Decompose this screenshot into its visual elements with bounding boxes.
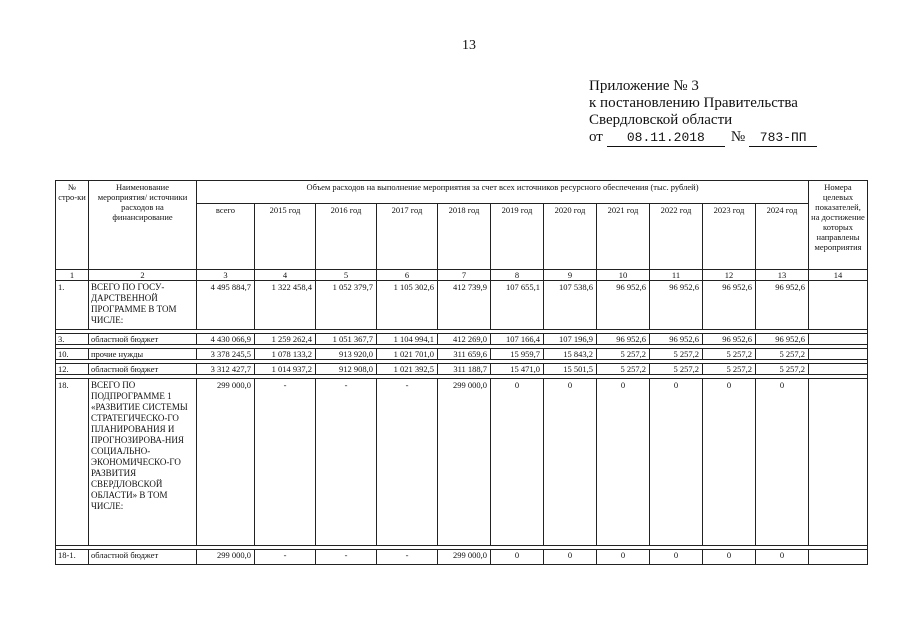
row-year-value: 15 843,2 xyxy=(544,349,597,360)
row-year-value: 0 xyxy=(650,550,703,565)
number-label: № xyxy=(730,129,746,145)
row-year-value: 96 952,6 xyxy=(756,281,809,330)
row-number: 3. xyxy=(56,334,89,345)
row-year-value: 1 014 937,2 xyxy=(255,364,316,375)
row-year-value: - xyxy=(255,379,316,546)
appendix-header xyxy=(589,78,817,147)
row-year-value: 107 655,1 xyxy=(491,281,544,330)
header-row-no: № стро-ки xyxy=(56,181,89,270)
header-row-top xyxy=(56,181,868,204)
column-numbers-row xyxy=(56,270,868,281)
row-name: областной бюджет xyxy=(89,364,197,375)
column-number: 7 xyxy=(438,270,491,281)
row-year-value: - xyxy=(255,550,316,565)
header-year: 2019 год xyxy=(491,204,544,270)
header-year: 2016 год xyxy=(316,204,377,270)
row-year-value: 311 659,6 xyxy=(438,349,491,360)
row-year-value: 1 051 367,7 xyxy=(316,334,377,345)
row-year-value: 96 952,6 xyxy=(756,334,809,345)
row-total: 3 312 427,7 xyxy=(197,364,255,375)
row-year-value: 299 000,0 xyxy=(438,379,491,546)
row-total: 299 000,0 xyxy=(197,379,255,546)
row-year-value: 5 257,2 xyxy=(650,349,703,360)
row-year-value: 5 257,2 xyxy=(703,349,756,360)
row-indicators xyxy=(809,550,868,565)
row-year-value: 0 xyxy=(650,379,703,546)
header-indicators: Номера целевых показателей, на достижение которых направлены мероприятия xyxy=(809,181,868,270)
column-number: 14 xyxy=(809,270,868,281)
row-year-value: 5 257,2 xyxy=(597,349,650,360)
row-name: прочие нужды xyxy=(89,349,197,360)
row-total: 4 495 884,7 xyxy=(197,281,255,330)
row-year-value: 0 xyxy=(703,550,756,565)
row-number: 10. xyxy=(56,349,89,360)
row-name: ВСЕГО ПО ГОСУ-ДАРСТВЕННОЙ ПРОГРАММЕ В ТОМ ЧИСЛЕ: xyxy=(89,281,197,330)
column-number: 13 xyxy=(756,270,809,281)
column-number: 2 xyxy=(89,270,197,281)
row-year-value: 0 xyxy=(597,379,650,546)
column-number: 12 xyxy=(703,270,756,281)
appendix-region-line: Свердловской области xyxy=(589,112,733,128)
header-year: 2023 год xyxy=(703,204,756,270)
column-number: 9 xyxy=(544,270,597,281)
page-number: 13 xyxy=(462,38,476,53)
decree-date: 08.11.2018 xyxy=(607,129,725,147)
row-year-value: 1 104 994,1 xyxy=(377,334,438,345)
header-year: 2021 год xyxy=(597,204,650,270)
header-year: 2018 год xyxy=(438,204,491,270)
table-row xyxy=(56,379,868,546)
column-number: 1 xyxy=(56,270,89,281)
row-year-value: 15 501,5 xyxy=(544,364,597,375)
row-year-value: 5 257,2 xyxy=(597,364,650,375)
header-year: 2024 год xyxy=(756,204,809,270)
row-year-value: 912 908,0 xyxy=(316,364,377,375)
row-number: 1. xyxy=(56,281,89,330)
row-name: областной бюджет xyxy=(89,550,197,565)
row-year-value: 96 952,6 xyxy=(597,281,650,330)
row-year-value: - xyxy=(316,379,377,546)
row-year-value: - xyxy=(377,379,438,546)
row-year-value: 0 xyxy=(756,550,809,565)
row-year-value: 1 259 262,4 xyxy=(255,334,316,345)
table-row xyxy=(56,349,868,360)
header-year: 2015 год xyxy=(255,204,316,270)
row-name: областной бюджет xyxy=(89,334,197,345)
row-year-value: 5 257,2 xyxy=(756,349,809,360)
row-indicators xyxy=(809,349,868,360)
row-year-value: 96 952,6 xyxy=(650,334,703,345)
row-year-value: - xyxy=(316,550,377,565)
appendix-decree-line: к постановлению Правительства xyxy=(589,95,798,111)
column-number: 10 xyxy=(597,270,650,281)
row-year-value: 0 xyxy=(756,379,809,546)
header-year: 2020 год xyxy=(544,204,597,270)
header-year: 2022 год xyxy=(650,204,703,270)
row-indicators xyxy=(809,364,868,375)
row-indicators xyxy=(809,334,868,345)
header-total: всего xyxy=(197,204,255,270)
row-year-value: 0 xyxy=(491,550,544,565)
header-expenses-group: Объем расходов на выполнение мероприятия за счет всех источников ресурсного обеспечения (тыс. рублей) xyxy=(197,181,809,204)
row-year-value: 96 952,6 xyxy=(650,281,703,330)
from-label: от xyxy=(589,129,603,145)
row-year-value: 107 538,6 xyxy=(544,281,597,330)
header-name: Наименование мероприятия/ источники расходов на финансирование xyxy=(89,181,197,270)
row-total: 299 000,0 xyxy=(197,550,255,565)
row-year-value: 0 xyxy=(597,550,650,565)
row-year-value: 15 959,7 xyxy=(491,349,544,360)
expenses-table xyxy=(55,180,868,565)
row-year-value: 913 920,0 xyxy=(316,349,377,360)
row-year-value: 107 166,4 xyxy=(491,334,544,345)
row-year-value: 1 021 392,5 xyxy=(377,364,438,375)
row-year-value: 96 952,6 xyxy=(703,334,756,345)
row-number: 18. xyxy=(56,379,89,546)
row-indicators xyxy=(809,281,868,330)
column-number: 8 xyxy=(491,270,544,281)
table-row xyxy=(56,334,868,345)
column-number: 6 xyxy=(377,270,438,281)
table-row xyxy=(56,550,868,565)
row-year-value: - xyxy=(377,550,438,565)
column-number: 5 xyxy=(316,270,377,281)
row-year-value: 0 xyxy=(544,550,597,565)
appendix-title: Приложение № 3 xyxy=(589,78,699,94)
row-number: 18-1. xyxy=(56,550,89,565)
row-total: 4 430 066,9 xyxy=(197,334,255,345)
row-year-value: 5 257,2 xyxy=(703,364,756,375)
row-year-value: 0 xyxy=(703,379,756,546)
table-row xyxy=(56,364,868,375)
row-year-value: 96 952,6 xyxy=(703,281,756,330)
row-year-value: 5 257,2 xyxy=(756,364,809,375)
row-year-value: 0 xyxy=(491,379,544,546)
row-year-value: 299 000,0 xyxy=(438,550,491,565)
row-indicators xyxy=(809,379,868,546)
table-row xyxy=(56,281,868,330)
row-number: 12. xyxy=(56,364,89,375)
row-year-value: 412 269,0 xyxy=(438,334,491,345)
row-year-value: 1 078 133,2 xyxy=(255,349,316,360)
row-year-value: 311 188,7 xyxy=(438,364,491,375)
row-year-value: 0 xyxy=(544,379,597,546)
row-total: 3 378 245,5 xyxy=(197,349,255,360)
row-year-value: 412 739,9 xyxy=(438,281,491,330)
row-year-value: 1 322 458,4 xyxy=(255,281,316,330)
row-year-value: 1 105 302,6 xyxy=(377,281,438,330)
column-number: 11 xyxy=(650,270,703,281)
row-year-value: 15 471,0 xyxy=(491,364,544,375)
column-number: 3 xyxy=(197,270,255,281)
appendix-date-line xyxy=(589,129,817,147)
row-year-value: 1 021 701,0 xyxy=(377,349,438,360)
row-year-value: 1 052 379,7 xyxy=(316,281,377,330)
decree-number: 783-ПП xyxy=(749,129,817,147)
header-year: 2017 год xyxy=(377,204,438,270)
row-name: ВСЕГО ПО ПОДПРОГРАММЕ 1 «РАЗВИТИЕ СИСТЕМЫ СТРАТЕГИЧЕСКО-ГО ПЛАНИРОВАНИЯ И ПРОГНОЗИРОВА-НИЯ СОЦИАЛЬНО-ЭКОНОМИЧЕСКО-ГО РАЗВИТИЯ СВЕРДЛОВСКОЙ ОБЛАСТИ» В ТОМ ЧИСЛЕ: xyxy=(89,379,197,546)
column-number: 4 xyxy=(255,270,316,281)
row-year-value: 5 257,2 xyxy=(650,364,703,375)
row-year-value: 96 952,6 xyxy=(597,334,650,345)
row-year-value: 107 196,9 xyxy=(544,334,597,345)
